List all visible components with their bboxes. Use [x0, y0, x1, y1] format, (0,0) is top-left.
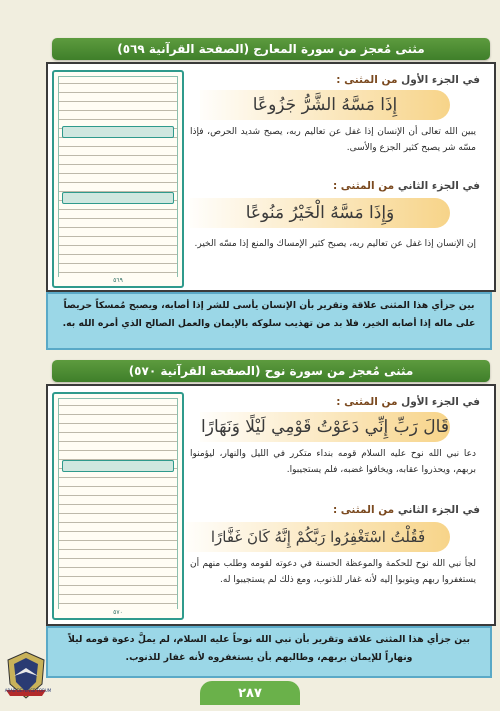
section1-verse1: إِذَا مَسَّهُ الشَّرُّ جَزُوعًا	[200, 90, 450, 120]
section2-explanation1: دعا نبي الله نوح عليه السلام قومه بنداء متكرر في الليل والنهار، ليؤمنوا بربهم، ويحذروا عقابه، ويخافوا غضبه، فلم يستجيبوا.	[190, 449, 476, 475]
section2-verse1: قَالَ رَبِّ إِنِّي دَعَوْتُ قَوْمِي لَيْلًا وَنَهَارًا	[200, 412, 450, 442]
section2-mushaf-page-number: ٥٧٠	[54, 609, 182, 616]
section1-explanation2: إن الإنسان إذا غفل عن تعاليم ربه، يصبح كثير الإمساك والمنع إذا مسّه الخير.	[194, 239, 476, 249]
section2-verse2: فَقُلْتُ اسْتَغْفِرُوا رَبَّكُمْ إِنَّهُ كَانَ غَفَّارًا	[186, 522, 450, 552]
section2-part1-label: في الجزء الأول من المثنى :	[336, 396, 480, 408]
section1-summary: بين جزأي هذا المثنى علاقة وتقرير بأن الإنسان يأسى للشر إذا أصابه، ويصبح مُمسكاً حريصاً على ماله إذا أصابه الخير، فلا بد من تهذيب سلوكه بالإيمان والعمل الصالح الذي أمره الله به.	[46, 292, 492, 350]
forum-logo-text: ARAB DEFENSE FORUM	[4, 688, 52, 693]
section2-explanation2: لجأ نبي الله نوح للحكمة والموعظة الحسنة في دعوته لقومه وطلب منهم أن يستغفروا ربهم ويتوبوا إليه لأنه غفار للذنوب، ومع ذلك لم يستجيبوا له.	[190, 559, 476, 585]
section1-part2-label: في الجزء الثاني من المثنى :	[332, 180, 480, 192]
section1-verse2: وَإِذَا مَسَّهُ الْخَيْرُ مَنُوعًا	[190, 198, 450, 228]
section1-part1-label: في الجزء الأول من المثنى :	[336, 74, 480, 86]
forum-logo	[4, 650, 48, 706]
section1-mushaf-page-image	[52, 70, 184, 288]
section2-part2-label: في الجزء الثاني من المثنى :	[332, 504, 480, 516]
section1-header: مثنى مُعجز من سورة المعارج (الصفحة القرآنية ٥٦٩)	[52, 38, 490, 60]
section2-mushaf-page-image	[52, 392, 184, 620]
section1-mushaf-page-number: ٥٦٩	[54, 277, 182, 284]
section2-header: مثنى مُعجز من سورة نوح (الصفحة القرآنية ٥٧٠)	[52, 360, 490, 382]
section2-summary: بين جزأي هذا المثنى علاقة وتقرير بأن نبي الله نوحاً عليه السلام، لم يملَّ دعوة قومه ليلاً ونهاراً للإيمان بربهم، وطالبهم بأن يستغفروه لأنه غفار للذنوب.	[46, 626, 492, 678]
page-number: ٢٨٧	[200, 681, 300, 705]
section1-explanation1: يبين الله تعالى أن الإنسان إذا غفل عن تعاليم ربه، يصبح شديد الحرص، فإذا مسّه شر يصبح كثير الجزع والأسى.	[190, 127, 476, 153]
